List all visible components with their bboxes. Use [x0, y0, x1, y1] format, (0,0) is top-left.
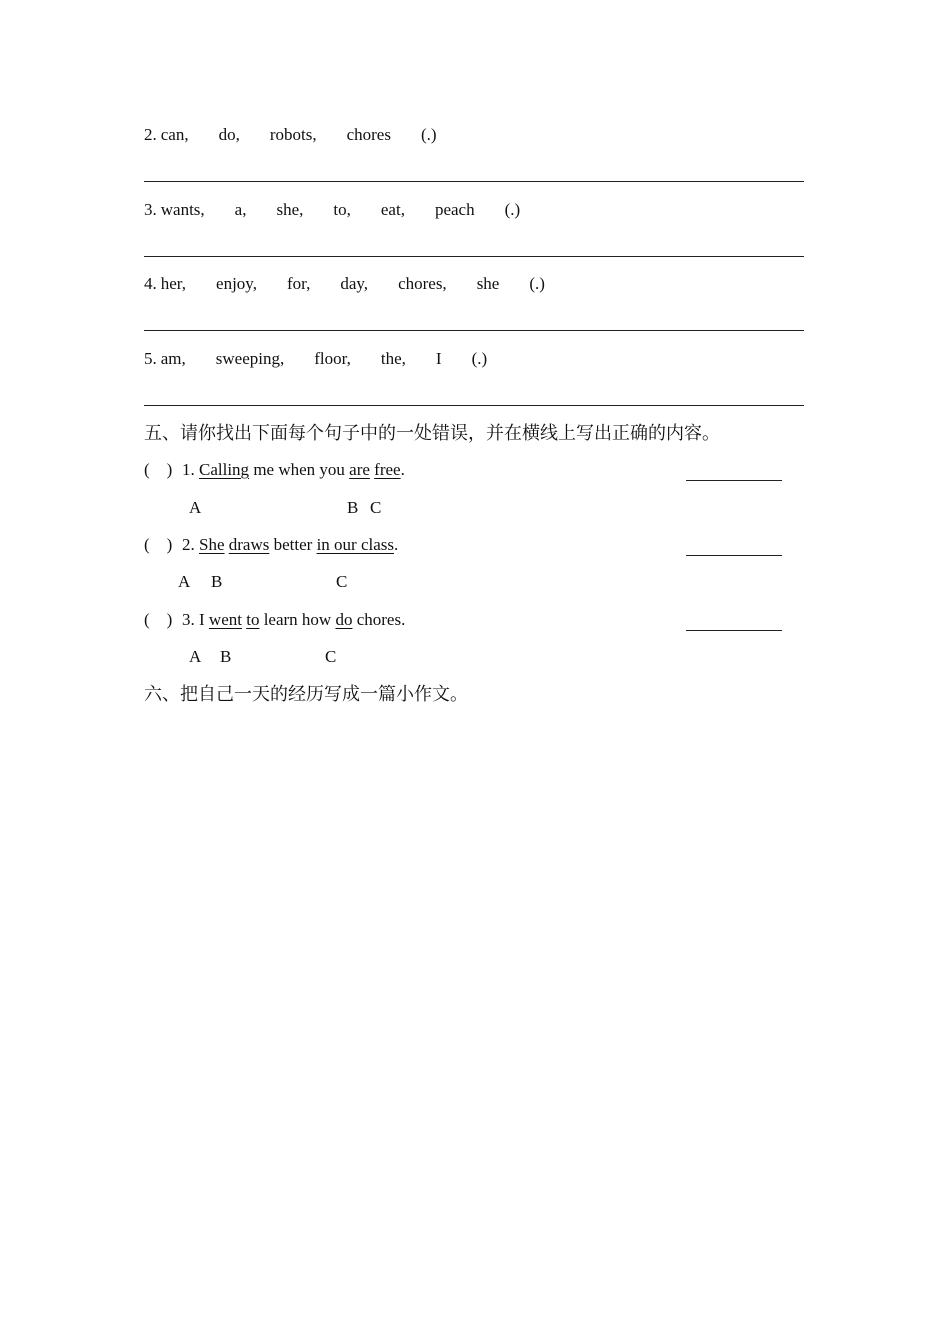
underlined-option-c: do	[335, 610, 353, 629]
word: can,	[160, 125, 189, 144]
option-label-a: A	[189, 498, 202, 517]
item-number: 2.	[182, 535, 195, 554]
correction-blank[interactable]	[686, 480, 782, 481]
option-label-a: A	[178, 572, 191, 591]
word: robots,	[269, 125, 317, 144]
sentence-text: learn how	[259, 610, 336, 629]
error-item-2	[144, 533, 398, 557]
reorder-item-5	[144, 347, 487, 371]
underlined-option-c: free	[374, 460, 401, 479]
underlined-option-a: She	[199, 535, 225, 554]
error-item-3	[144, 608, 405, 632]
word: am,	[160, 349, 186, 368]
end-punctuation: (.)	[529, 274, 545, 293]
item-number: 5.	[144, 349, 157, 368]
word: the,	[380, 349, 406, 368]
word: sweeping,	[215, 349, 285, 368]
word: she,	[276, 200, 304, 219]
word: to,	[333, 200, 351, 219]
sentence-text: I	[199, 610, 209, 629]
underlined-option-c: in our class	[316, 535, 394, 554]
item-number: 3.	[182, 610, 195, 629]
sentence-text: me when you	[249, 460, 350, 479]
option-label-b: B	[347, 498, 359, 517]
word: do,	[218, 125, 240, 144]
underlined-option-b: to	[246, 610, 260, 629]
underlined-option-b: draws	[228, 535, 270, 554]
option-label-a: A	[189, 647, 202, 666]
item-number: 3.	[144, 200, 157, 219]
sentence-text: better	[269, 535, 317, 554]
word: floor,	[314, 349, 351, 368]
option-label-c: C	[336, 572, 348, 591]
answer-line[interactable]	[144, 256, 804, 257]
correction-blank[interactable]	[686, 555, 782, 556]
section-5-heading: 五、请你找出下面每个句子中的一处错误，并在横线上写出正确的内容。	[144, 423, 720, 443]
answer-paren[interactable]: ( )	[144, 610, 173, 629]
sentence-text: .	[400, 460, 405, 479]
answer-line[interactable]	[144, 405, 804, 406]
word: her,	[160, 274, 187, 293]
option-label-c: C	[325, 647, 337, 666]
answer-paren[interactable]: ( )	[144, 460, 173, 479]
section-6-heading: 六、把自己一天的经历写成一篇小作文。	[144, 684, 468, 704]
word: a,	[234, 200, 247, 219]
word: eat,	[380, 200, 405, 219]
end-punctuation: (.)	[471, 349, 488, 368]
underlined-option-b: are	[349, 460, 370, 479]
word: peach	[434, 200, 475, 219]
option-label-b: B	[220, 647, 232, 666]
answer-line[interactable]	[144, 181, 804, 182]
answer-line[interactable]	[144, 330, 804, 331]
option-label-c: C	[370, 498, 382, 517]
underlined-option-a: went	[208, 610, 242, 629]
word: chores,	[398, 274, 447, 293]
answer-paren[interactable]: ( )	[144, 535, 173, 554]
sentence-text: chores.	[352, 610, 406, 629]
item-number: 4.	[144, 274, 157, 293]
word: I	[435, 349, 442, 368]
word: chores	[346, 125, 391, 144]
item-number: 2.	[144, 125, 157, 144]
word: day,	[340, 274, 369, 293]
sentence-text: .	[394, 535, 399, 554]
option-label-b: B	[211, 572, 223, 591]
word: she	[476, 274, 500, 293]
word: for,	[286, 274, 311, 293]
underlined-option-a: Calling	[199, 460, 250, 479]
reorder-item-4	[144, 272, 545, 296]
end-punctuation: (.)	[504, 200, 521, 219]
end-punctuation: (.)	[420, 125, 437, 144]
item-number: 1.	[182, 460, 195, 479]
word: enjoy,	[216, 274, 257, 293]
reorder-item-2	[144, 123, 437, 147]
word: wants,	[160, 200, 205, 219]
reorder-item-3	[144, 198, 520, 222]
correction-blank[interactable]	[686, 630, 782, 631]
error-item-1	[144, 458, 405, 482]
